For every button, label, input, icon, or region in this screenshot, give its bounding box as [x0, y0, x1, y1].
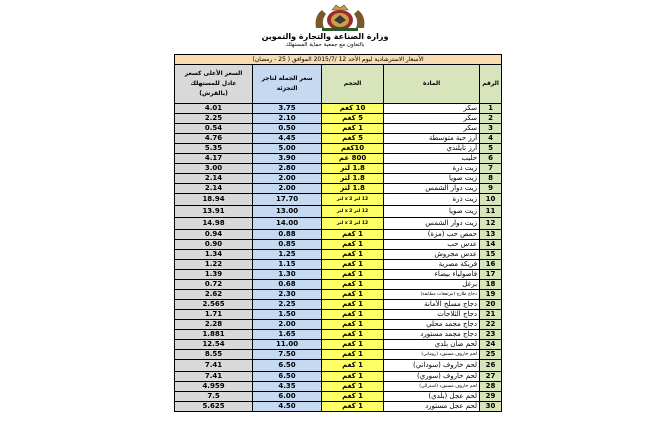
row-size: 1.8 لتر — [322, 184, 384, 194]
row-number: 14 — [480, 240, 502, 250]
row-wholesale-price: 3.75 — [253, 104, 322, 114]
row-item: دجاج طازج (مرتفعات مطابقة) — [384, 290, 480, 300]
row-item: دجاج الثلاجات — [384, 310, 480, 320]
row-item: لحم خاروف (سوداني) — [384, 360, 480, 372]
row-retail-price: 1.34 — [175, 250, 253, 260]
row-wholesale-price: 2.00 — [253, 320, 322, 330]
row-item: برغل — [384, 280, 480, 290]
row-number: 12 — [480, 218, 502, 230]
row-item: أرز حبة متوسطة — [384, 134, 480, 144]
row-number: 10 — [480, 194, 502, 206]
row-size: 12 لتر x 2 لتر — [322, 206, 384, 218]
row-retail-price: 4.76 — [175, 134, 253, 144]
row-wholesale-price: 4.50 — [253, 402, 322, 412]
row-size: 1 كغم — [322, 392, 384, 402]
coat-of-arms-icon — [312, 2, 368, 32]
row-number: 2 — [480, 114, 502, 124]
row-number: 28 — [480, 382, 502, 392]
row-retail-price: 12.54 — [175, 340, 253, 350]
row-retail-price: 13.91 — [175, 206, 253, 218]
row-wholesale-price: 6.50 — [253, 360, 322, 372]
table-heading-row — [175, 55, 502, 65]
row-wholesale-price: 2.00 — [253, 174, 322, 184]
column-header-row — [175, 65, 502, 104]
row-size: 1.8 لتر — [322, 174, 384, 184]
row-number: 25 — [480, 350, 502, 360]
row-wholesale-price: 7.50 — [253, 350, 322, 360]
row-item: لحم خاروف (سوري) — [384, 372, 480, 382]
table-row — [175, 250, 502, 260]
row-number: 1 — [480, 104, 502, 114]
table-row — [175, 372, 502, 382]
row-number: 18 — [480, 280, 502, 290]
row-retail-price: 5.625 — [175, 402, 253, 412]
row-retail-price: 1.71 — [175, 310, 253, 320]
row-item: زيت ذرة — [384, 164, 480, 174]
row-size: 1 كغم — [322, 290, 384, 300]
row-wholesale-price: 1.30 — [253, 270, 322, 280]
row-number: 5 — [480, 144, 502, 154]
row-wholesale-price: 2.25 — [253, 300, 322, 310]
row-wholesale-price: 1.25 — [253, 250, 322, 260]
table-row — [175, 194, 502, 206]
row-retail-price: 8.55 — [175, 350, 253, 360]
row-size: 1 كغم — [322, 300, 384, 310]
row-item: دجاج مسلخ الأمانة — [384, 300, 480, 310]
row-item: حليب — [384, 154, 480, 164]
row-size: 1 كغم — [322, 382, 384, 392]
row-retail-price: 14.98 — [175, 218, 253, 230]
row-number: 6 — [480, 154, 502, 164]
row-item: لحم عجل (بلدي) — [384, 392, 480, 402]
row-number: 27 — [480, 372, 502, 382]
row-item: زيت دوار الشمس — [384, 184, 480, 194]
row-number: 8 — [480, 174, 502, 184]
row-wholesale-price: 14.00 — [253, 218, 322, 230]
row-item: فاصولياء بيضاء — [384, 270, 480, 280]
table-row — [175, 392, 502, 402]
row-item: لحم خاروف مستورد (روماني) — [384, 350, 480, 360]
table-row — [175, 290, 502, 300]
table-row — [175, 184, 502, 194]
row-number: 17 — [480, 270, 502, 280]
row-retail-price: 2.62 — [175, 290, 253, 300]
row-item: لحم خاروف مستورد (استرالي) — [384, 382, 480, 392]
column-header-num: الرقم — [480, 65, 502, 104]
row-number: 22 — [480, 320, 502, 330]
table-row — [175, 104, 502, 114]
row-wholesale-price: 0.85 — [253, 240, 322, 250]
price-table — [174, 54, 502, 412]
row-wholesale-price: 1.15 — [253, 260, 322, 270]
table-row — [175, 350, 502, 360]
row-item: فريكة مصرية — [384, 260, 480, 270]
row-retail-price: 4.01 — [175, 104, 253, 114]
row-retail-price: 4.959 — [175, 382, 253, 392]
row-retail-price: 1.881 — [175, 330, 253, 340]
row-item: لحم عجل مستورد — [384, 402, 480, 412]
row-retail-price: 5.35 — [175, 144, 253, 154]
row-number: 24 — [480, 340, 502, 350]
row-wholesale-price: 6.00 — [253, 392, 322, 402]
row-size: 12 لتر x 2 لتر — [322, 218, 384, 230]
row-size: 1.8 لتر — [322, 164, 384, 174]
row-size: 1 كغم — [322, 270, 384, 280]
row-wholesale-price: 13.00 — [253, 206, 322, 218]
row-wholesale-price: 5.00 — [253, 144, 322, 154]
row-number: 7 — [480, 164, 502, 174]
row-wholesale-price: 2.30 — [253, 290, 322, 300]
row-wholesale-price: 0.88 — [253, 230, 322, 240]
row-number: 3 — [480, 124, 502, 134]
table-row — [175, 310, 502, 320]
row-retail-price: 0.72 — [175, 280, 253, 290]
table-row — [175, 230, 502, 240]
row-retail-price: 18.94 — [175, 194, 253, 206]
row-number: 30 — [480, 402, 502, 412]
table-row — [175, 218, 502, 230]
row-retail-price: 2.14 — [175, 174, 253, 184]
row-size: 10كغم — [322, 144, 384, 154]
ministry-title: وزارة الصناعة والتجارة والتموين — [261, 32, 389, 41]
row-size: 1 كغم — [322, 360, 384, 372]
table-row — [175, 164, 502, 174]
row-size: 1 كغم — [322, 250, 384, 260]
row-retail-price: 4.17 — [175, 154, 253, 164]
row-wholesale-price: 2.80 — [253, 164, 322, 174]
table-row — [175, 300, 502, 310]
row-number: 15 — [480, 250, 502, 260]
table-row — [175, 174, 502, 184]
row-wholesale-price: 1.65 — [253, 330, 322, 340]
row-wholesale-price: 1.50 — [253, 310, 322, 320]
row-retail-price: 1.22 — [175, 260, 253, 270]
row-wholesale-price: 4.35 — [253, 382, 322, 392]
row-item: زيت دوار الشمس — [384, 218, 480, 230]
row-size: 5 كغم — [322, 114, 384, 124]
row-retail-price: 2.565 — [175, 300, 253, 310]
row-item: لحم ضأن بلدي — [384, 340, 480, 350]
row-number: 13 — [480, 230, 502, 240]
row-item: دجاج مجمد محلي — [384, 320, 480, 330]
row-retail-price: 7.41 — [175, 360, 253, 372]
table-row — [175, 340, 502, 350]
row-wholesale-price: 0.50 — [253, 124, 322, 134]
row-item: زيت صويا — [384, 174, 480, 184]
row-retail-price: 0.94 — [175, 230, 253, 240]
row-item: عدس حب — [384, 240, 480, 250]
row-number: 4 — [480, 134, 502, 144]
row-wholesale-price: 2.10 — [253, 114, 322, 124]
table-row — [175, 124, 502, 134]
row-number: 21 — [480, 310, 502, 320]
row-size: 1 كغم — [322, 230, 384, 240]
row-retail-price: 0.90 — [175, 240, 253, 250]
row-retail-price: 7.5 — [175, 392, 253, 402]
row-retail-price: 2.25 — [175, 114, 253, 124]
row-size: 1 كغم — [322, 280, 384, 290]
row-size: 5 كغم — [322, 134, 384, 144]
row-size: 1 كغم — [322, 310, 384, 320]
row-retail-price: 3.00 — [175, 164, 253, 174]
row-wholesale-price: 4.45 — [253, 134, 322, 144]
column-header-item: المادة — [384, 65, 480, 104]
row-size: 1 كغم — [322, 402, 384, 412]
column-header-retail: السعر الأعلى كسعر عادل للمستهلك (بالقرش) — [175, 65, 253, 104]
row-size: 1 كغم — [322, 340, 384, 350]
table-row — [175, 270, 502, 280]
row-item: عدس مجروش — [384, 250, 480, 260]
table-row — [175, 240, 502, 250]
row-retail-price: 2.14 — [175, 184, 253, 194]
column-header-wholesale: سعر الجملة لتاجر التجزئة — [253, 65, 322, 104]
row-number: 29 — [480, 392, 502, 402]
column-header-size: الحجم — [322, 65, 384, 104]
row-wholesale-price: 0.68 — [253, 280, 322, 290]
table-row — [175, 134, 502, 144]
table-row — [175, 144, 502, 154]
row-item: أرز تايلندي — [384, 144, 480, 154]
row-number: 26 — [480, 360, 502, 372]
table-row — [175, 280, 502, 290]
table-row — [175, 402, 502, 412]
cooperation-subtitle: بالتعاون مع جمعية حماية المستهلك — [285, 42, 365, 48]
row-wholesale-price: 2.00 — [253, 184, 322, 194]
table-heading: الأسعار الاسترشادية ليوم الأحد 12 /2015/7 الموافق ( 25 - رمضان) — [175, 55, 502, 65]
row-wholesale-price: 17.70 — [253, 194, 322, 206]
row-retail-price: 2.28 — [175, 320, 253, 330]
row-number: 11 — [480, 206, 502, 218]
row-retail-price: 7.41 — [175, 372, 253, 382]
row-number: 20 — [480, 300, 502, 310]
row-retail-price: 1.39 — [175, 270, 253, 280]
table-row — [175, 382, 502, 392]
row-size: 12 لتر x 2 لتر — [322, 194, 384, 206]
row-item: سكر — [384, 124, 480, 134]
row-item: زيت صويا — [384, 206, 480, 218]
row-item: زيت ذرة — [384, 194, 480, 206]
table-row — [175, 360, 502, 372]
row-number: 23 — [480, 330, 502, 340]
row-size: 1 كغم — [322, 240, 384, 250]
row-item: سكر — [384, 114, 480, 124]
row-item: دجاج مجمد مستورد — [384, 330, 480, 340]
row-wholesale-price: 6.50 — [253, 372, 322, 382]
row-item: حمص حب (مزة) — [384, 230, 480, 240]
row-size: 800 غم — [322, 154, 384, 164]
row-number: 16 — [480, 260, 502, 270]
table-row — [175, 154, 502, 164]
row-size: 1 كغم — [322, 372, 384, 382]
table-row — [175, 330, 502, 340]
row-wholesale-price: 11.00 — [253, 340, 322, 350]
table-row — [175, 320, 502, 330]
row-size: 1 كغم — [322, 330, 384, 340]
row-size: 1 كغم — [322, 350, 384, 360]
row-item: سكر — [384, 104, 480, 114]
table-row — [175, 114, 502, 124]
table-row — [175, 206, 502, 218]
row-number: 9 — [480, 184, 502, 194]
row-size: 1 كغم — [322, 320, 384, 330]
row-size: 10 كغم — [322, 104, 384, 114]
row-number: 19 — [480, 290, 502, 300]
row-size: 1 كغم — [322, 260, 384, 270]
row-size: 1 كغم — [322, 124, 384, 134]
table-row — [175, 260, 502, 270]
row-wholesale-price: 3.90 — [253, 154, 322, 164]
row-retail-price: 0.54 — [175, 124, 253, 134]
